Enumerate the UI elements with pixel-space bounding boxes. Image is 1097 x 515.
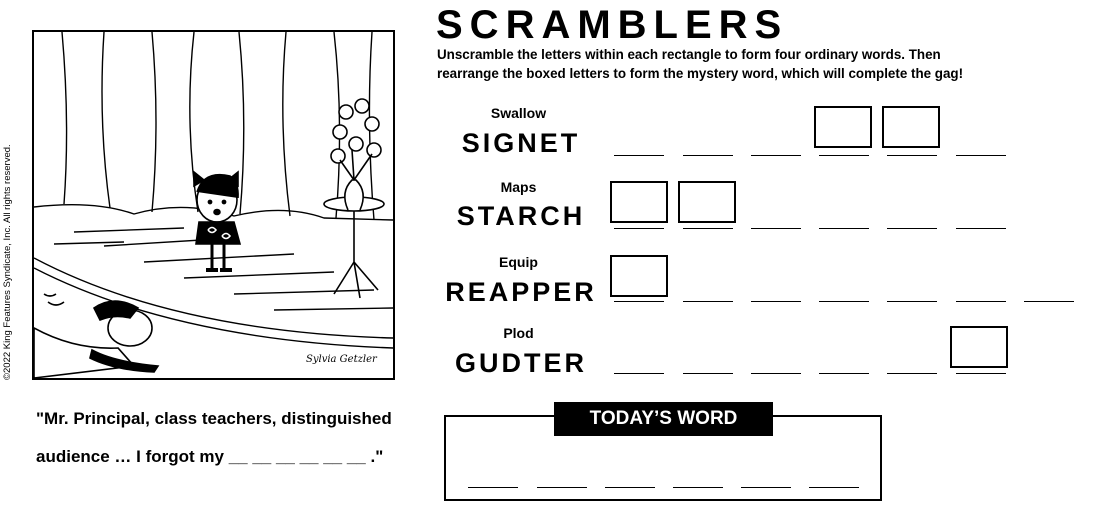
- puzzle-1-blank-1[interactable]: [614, 155, 664, 156]
- puzzle-4-word: GUDTER: [455, 348, 587, 378]
- puzzle-1-blank-6[interactable]: [956, 155, 1006, 156]
- puzzle-4-blank-6[interactable]: [956, 373, 1006, 374]
- copyright-notice: [2, 130, 18, 380]
- puzzle-1-blank-4[interactable]: [819, 155, 869, 156]
- puzzle-1-letter-box-4[interactable]: [814, 106, 872, 148]
- puzzle-3-letter-box-1[interactable]: [610, 255, 668, 297]
- puzzle-4-clue: Plod: [503, 325, 534, 341]
- puzzle-1-blank-2[interactable]: [683, 155, 733, 156]
- puzzle-2-blank-3[interactable]: [751, 228, 801, 229]
- puzzle-3-blank-6[interactable]: [956, 301, 1006, 302]
- caption-line-2: audience … I forgot my __ __ __ __ __ __ .": [36, 447, 384, 466]
- copyright-text: ©2022 King Features Syndicate, Inc. All rights reserved.: [2, 144, 13, 380]
- puzzle-2-blank-5[interactable]: [887, 228, 937, 229]
- puzzle-3-blank-2[interactable]: [683, 301, 733, 302]
- puzzle-2-letter-box-1[interactable]: [610, 181, 668, 223]
- puzzle-3-blank-5[interactable]: [887, 301, 937, 302]
- puzzle-1-blank-5[interactable]: [887, 155, 937, 156]
- puzzle-2-letter-box-2[interactable]: [678, 181, 736, 223]
- todays-word-blank-2[interactable]: [537, 487, 587, 488]
- puzzle-2-word: STARCH: [456, 201, 586, 231]
- puzzle-2-blank-6[interactable]: [956, 228, 1006, 229]
- puzzle-4-blank-4[interactable]: [819, 373, 869, 374]
- game-title: SCRAMBLERS: [436, 3, 789, 47]
- todays-word-banner: TODAY’S WORD: [554, 402, 773, 436]
- todays-word-blank-3[interactable]: [605, 487, 655, 488]
- puzzle-4-blank-3[interactable]: [751, 373, 801, 374]
- puzzle-1-blank-3[interactable]: [751, 155, 801, 156]
- puzzle-1-clue: Swallow: [490, 105, 547, 121]
- principal-figure: [34, 294, 158, 378]
- puzzle-4-blank-1[interactable]: [614, 373, 664, 374]
- puzzle-4-blank-2[interactable]: [683, 373, 733, 374]
- puzzle-2-blank-1[interactable]: [614, 228, 664, 229]
- todays-word-blank-4[interactable]: [673, 487, 723, 488]
- puzzle-3-word: REAPPER: [445, 277, 597, 307]
- puzzle-3-blank-1[interactable]: [614, 301, 664, 302]
- cartoon-panel: [32, 30, 395, 380]
- todays-word-blank-5[interactable]: [741, 487, 791, 488]
- cartoon-illustration: [34, 32, 393, 378]
- puzzle-3-blank-7[interactable]: [1024, 301, 1074, 302]
- puzzle-1-letter-box-5[interactable]: [882, 106, 940, 148]
- todays-word-blank-1[interactable]: [468, 487, 518, 488]
- puzzle-3-clue: Equip: [499, 254, 538, 270]
- cartoon-caption: [36, 400, 406, 476]
- puzzle-3-blank-4[interactable]: [819, 301, 869, 302]
- puzzle-3-blank-3[interactable]: [751, 301, 801, 302]
- game-instructions: [437, 45, 1037, 83]
- caption-line-1: "Mr. Principal, class teachers, distinguished: [36, 409, 392, 428]
- instructions-line-2: rearrange the boxed letters to form the mystery word, which will complete the gag!: [437, 66, 964, 81]
- puzzle-4-letter-box-6[interactable]: [950, 326, 1008, 368]
- instructions-line-1: Unscramble the letters within each rectangle to form four ordinary words. Then: [437, 47, 941, 62]
- puzzle-1-word: SIGNET: [461, 128, 581, 158]
- todays-word-blank-6[interactable]: [809, 487, 859, 488]
- puzzle-4-blank-5[interactable]: [887, 373, 937, 374]
- puzzle-2-blank-4[interactable]: [819, 228, 869, 229]
- puzzle-2-blank-2[interactable]: [683, 228, 733, 229]
- artist-signature: Sylvia Getzler: [306, 354, 377, 365]
- puzzle-2-clue: Maps: [500, 179, 537, 195]
- girl-figure: [194, 172, 240, 270]
- side-table: [324, 99, 384, 298]
